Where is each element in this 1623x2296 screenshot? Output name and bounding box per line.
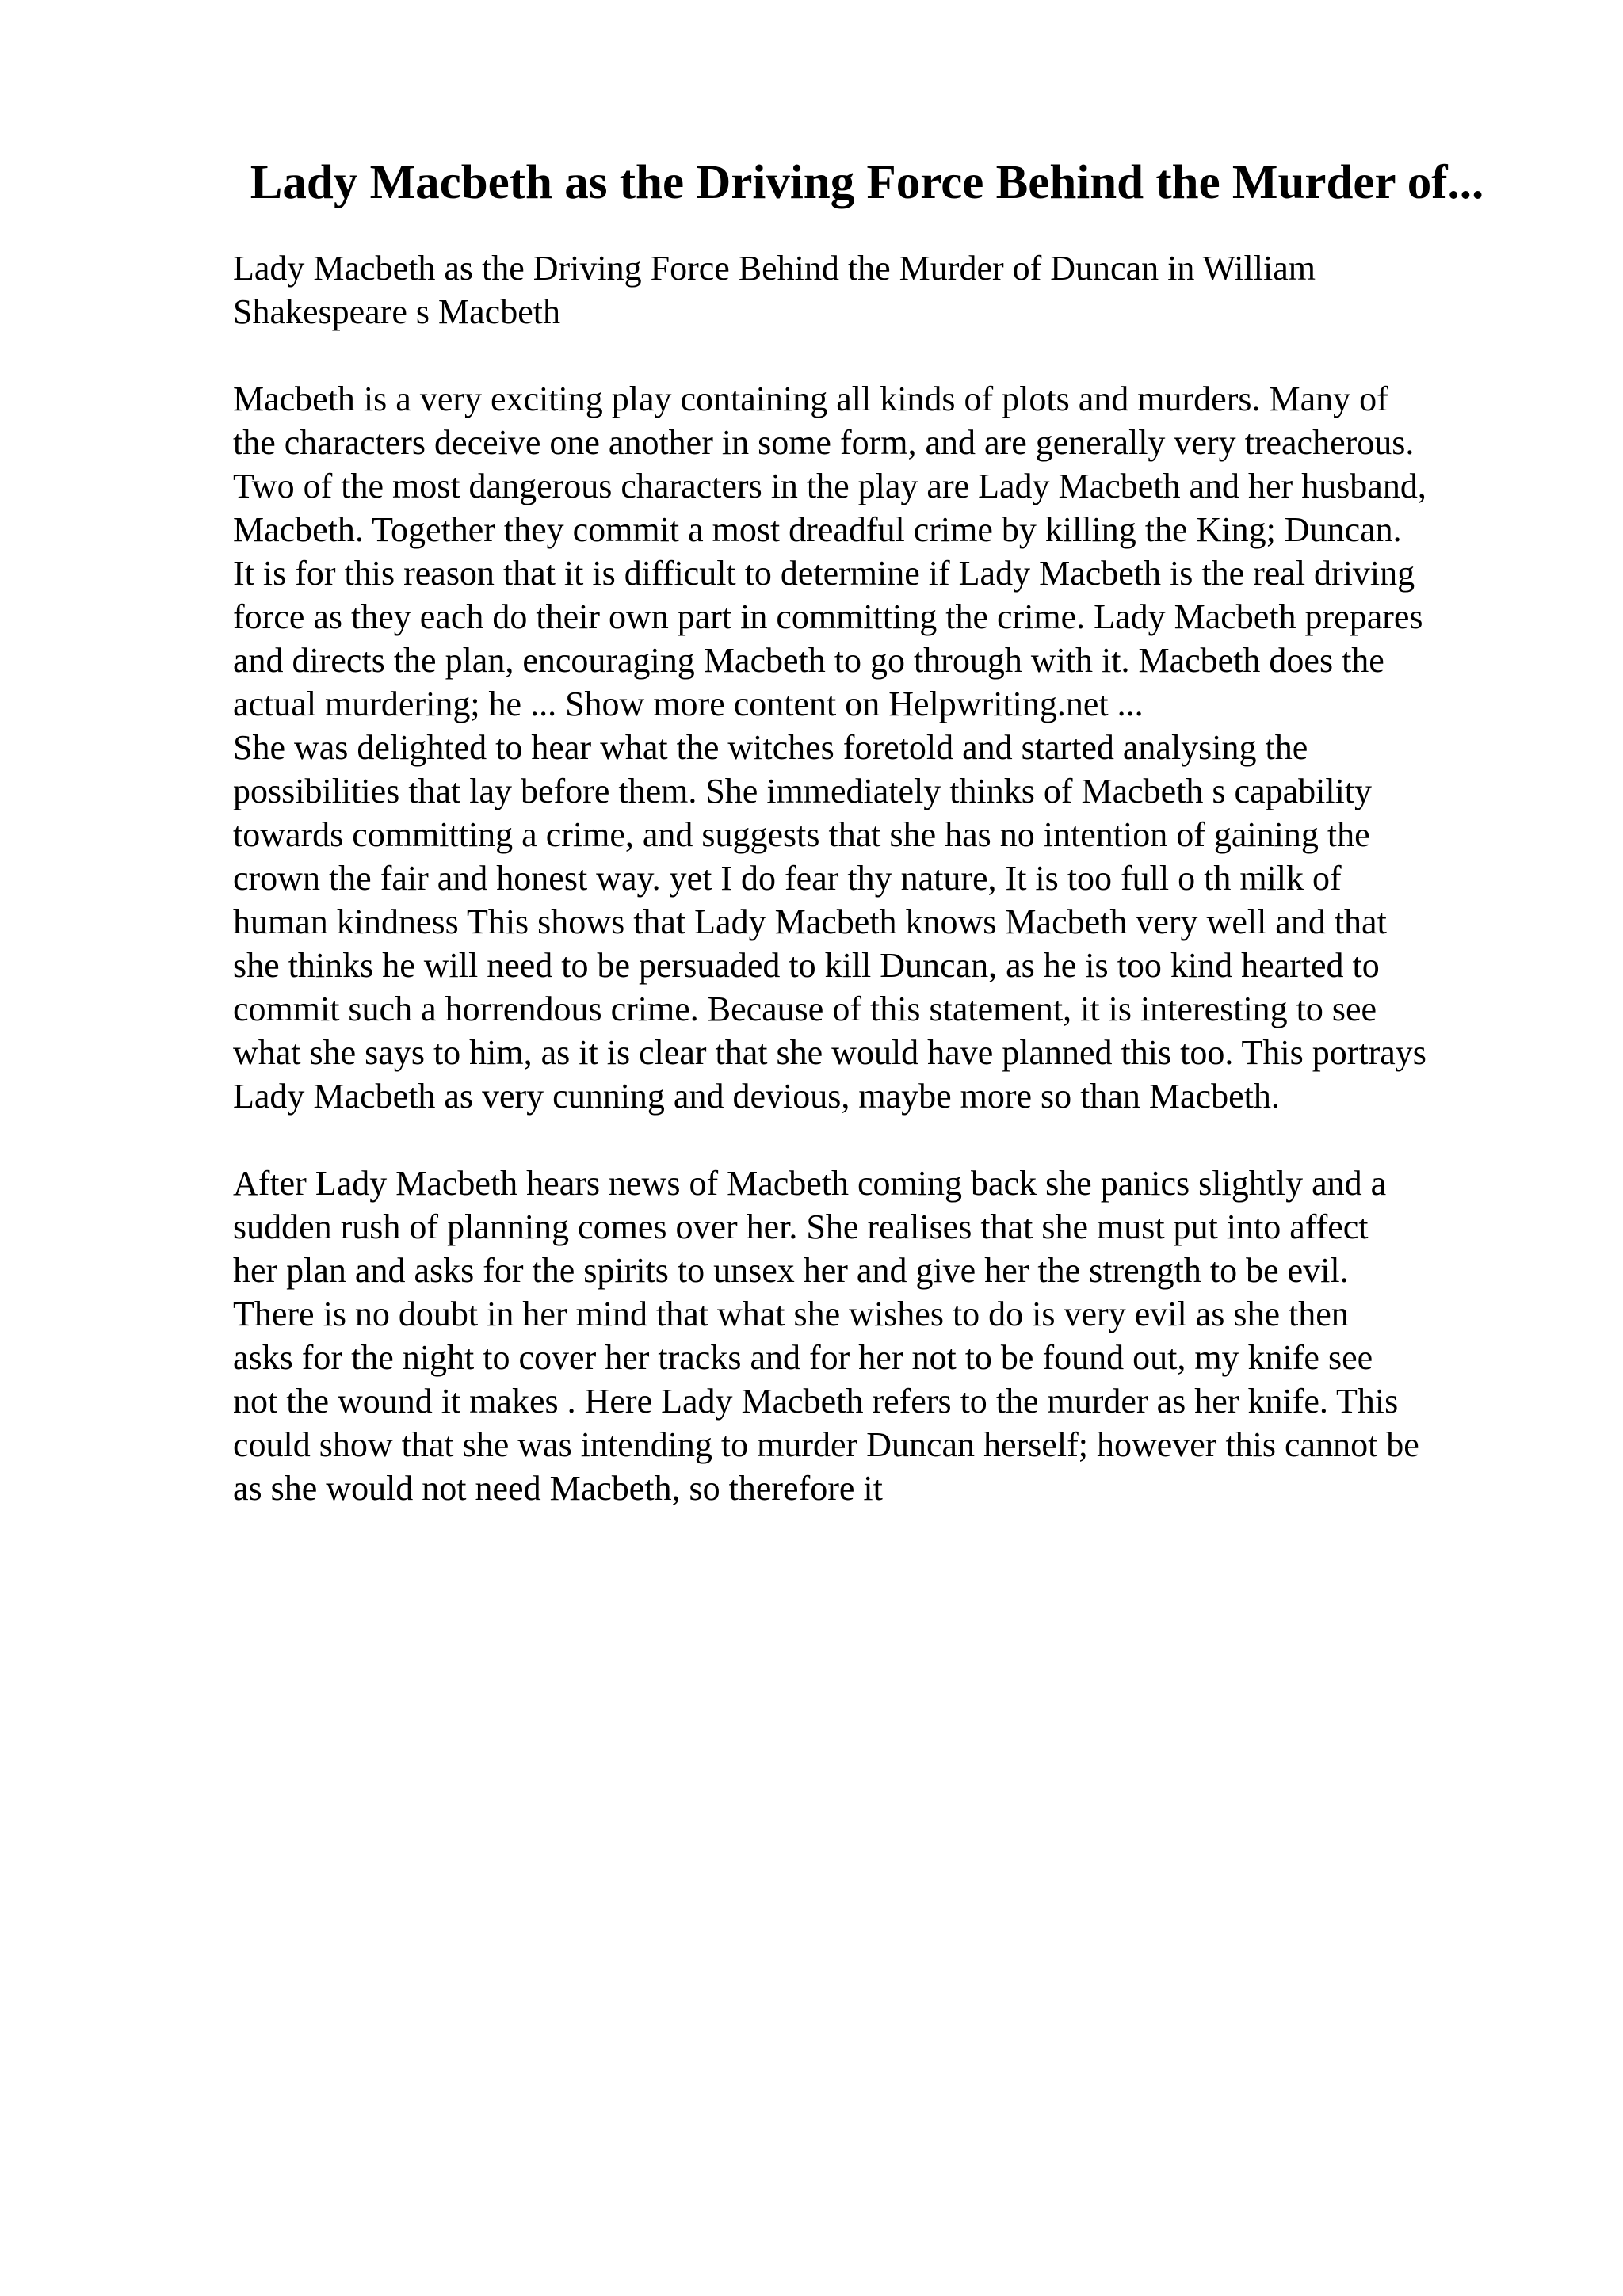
text-line: Macbeth is a very exciting play containing all kinds of plots and murders. Many of [233, 379, 1388, 418]
text-line: Lady Macbeth as very cunning and devious, maybe more so than Macbeth. [233, 1077, 1280, 1116]
text-line: force as they each do their own part in committing the crime. Lady Macbeth prepares [233, 597, 1423, 636]
text-line: what she says to him, as it is clear that she would have planned this too. This portrays [233, 1033, 1426, 1072]
subtitle-line: Shakespeare s Macbeth [233, 292, 560, 331]
text-line: It is for this reason that it is difficult to determine if Lady Macbeth is the real driving [233, 554, 1415, 593]
text-line: sudden rush of planning comes over her. She realises that she must put into affect [233, 1207, 1369, 1246]
text-line: There is no doubt in her mind that what she wishes to do is very evil as she then [233, 1295, 1349, 1333]
text-line: After Lady Macbeth hears news of Macbeth coming back she panics slightly and a [233, 1164, 1387, 1203]
text-line: she thinks he will need to be persuaded to kill Duncan, as he is too kind hearted to [233, 946, 1380, 985]
text-line: crown the fair and honest way. yet I do fear thy nature, It is too full o th milk of [233, 859, 1342, 898]
paragraph-1 [233, 377, 1549, 1118]
text-line: asks for the night to cover her tracks and for her not to be found out, my knife see [233, 1338, 1373, 1377]
text-line: Macbeth. Together they commit a most dreadful crime by killing the King; Duncan. [233, 510, 1402, 549]
document-body [233, 246, 1549, 1510]
paragraph-2 [233, 1161, 1549, 1510]
paragraph-gap [233, 334, 1549, 377]
text-line: Two of the most dangerous characters in the play are Lady Macbeth and her husband, [233, 467, 1426, 505]
text-line: the characters deceive one another in some form, and are generally very treacherous. [233, 423, 1415, 462]
text-line: could show that she was intending to murder Duncan herself; however this cannot be [233, 1425, 1419, 1464]
text-line: as she would not need Macbeth, so therefore it [233, 1469, 883, 1508]
text-line: her plan and asks for the spirits to unsex her and give her the strength to be evil. [233, 1251, 1349, 1290]
text-line: not the wound it makes . Here Lady Macbeth refers to the murder as her knife. This [233, 1382, 1399, 1421]
text-line: towards committing a crime, and suggests that she has no intention of gaining the [233, 815, 1370, 854]
text-line: actual murdering; he ... Show more content on Helpwriting.net ... [233, 685, 1144, 723]
paragraph-gap [233, 1118, 1549, 1161]
subtitle-line: Lady Macbeth as the Driving Force Behind the Murder of Duncan in William [233, 249, 1316, 288]
subtitle [233, 246, 1549, 334]
text-line: and directs the plan, encouraging Macbeth to go through with it. Macbeth does the [233, 641, 1384, 680]
text-line: She was delighted to hear what the witches foretold and started analysing the [233, 728, 1308, 767]
text-line: possibilities that lay before them. She immediately thinks of Macbeth s capability [233, 772, 1373, 810]
text-line: human kindness This shows that Lady Macbeth knows Macbeth very well and that [233, 902, 1387, 941]
document-title: Lady Macbeth as the Driving Force Behind the Murder of... [250, 156, 1484, 209]
text-line: commit such a horrendous crime. Because of this statement, it is interesting to see [233, 990, 1377, 1028]
